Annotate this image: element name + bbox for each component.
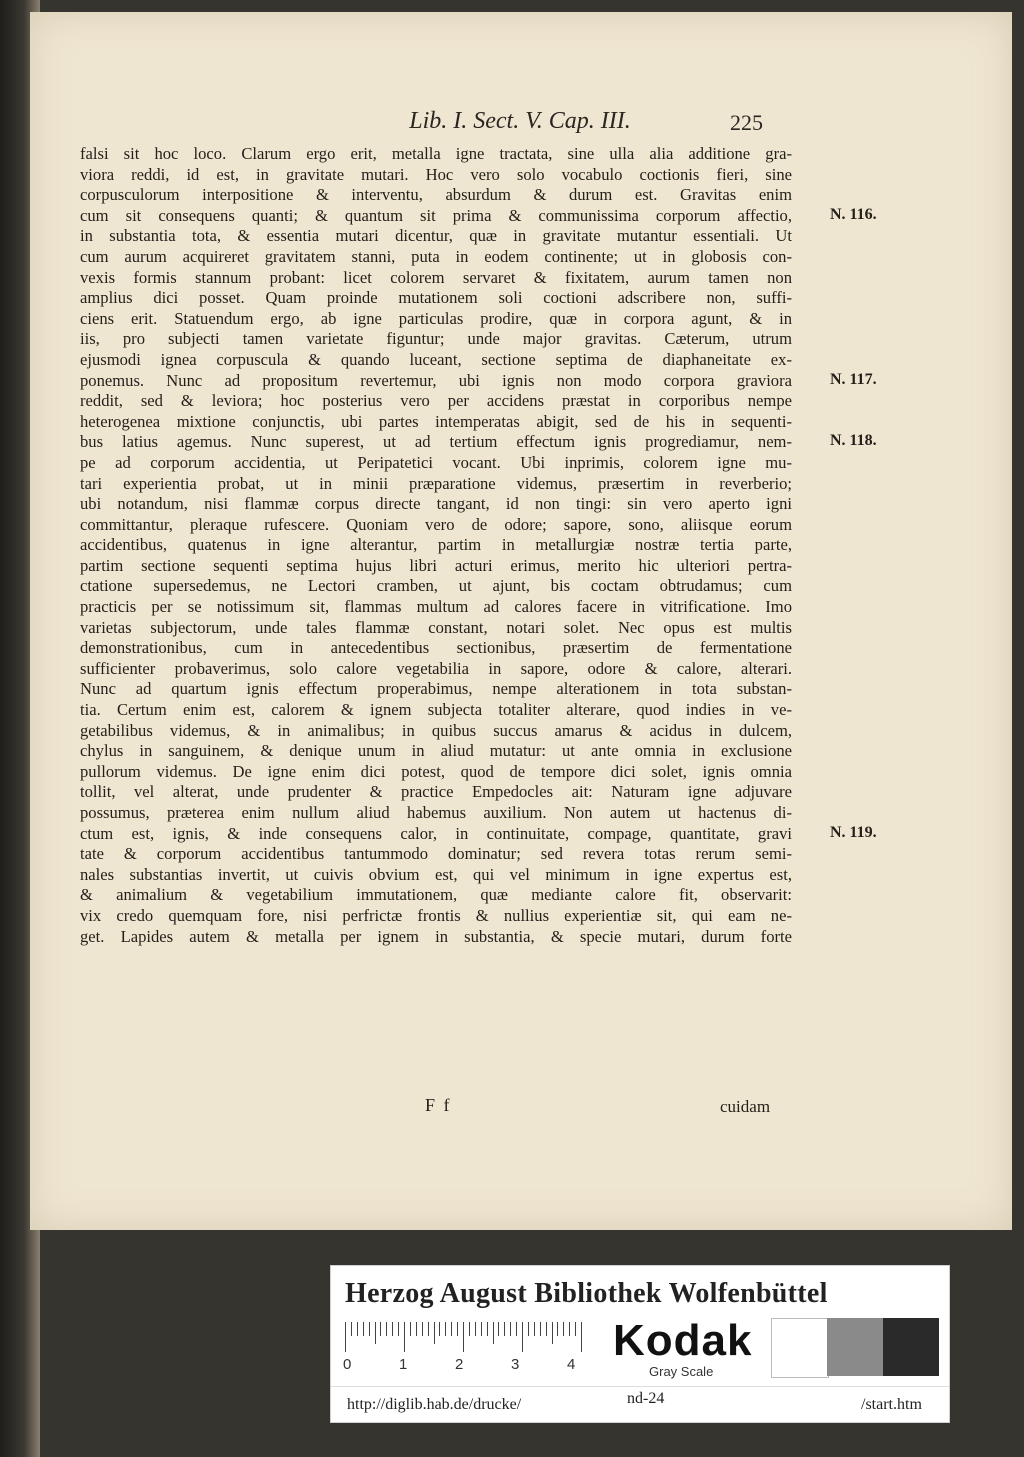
ruler xyxy=(345,1322,585,1352)
text-line: committantur, pleraque rufescere. Quoniam vero de odore; sapore, sono, aliisque eorum xyxy=(80,514,792,534)
text-line: corpusculorum interpositione & interventu, absurdum & durum est. Gravitas enim xyxy=(80,185,792,205)
ruler-tick xyxy=(552,1322,553,1344)
ruler-tick xyxy=(534,1322,535,1336)
ruler-tick xyxy=(563,1322,564,1336)
card-divider xyxy=(331,1386,949,1387)
ruler-tick xyxy=(369,1322,370,1336)
text-line: ctum est, ignis, & inde consequens calor, in continuitate, compage, quantitate, gravi xyxy=(80,823,792,843)
ruler-number: 0 xyxy=(343,1356,352,1373)
text-line: possumus, præterea enim nullum aliud habemus auxilium. Non autem ut hactenus di- xyxy=(80,803,792,822)
text-line: falsi sit hoc loco. Clarum ergo erit, metalla igne tractata, sine ulla alia additione gra- xyxy=(80,144,792,163)
kodak-logo: Kodak xyxy=(613,1316,753,1365)
text-line: pullorum videmus. De igne enim dici potest, quod de tempore dici solet, ignis omnia xyxy=(80,761,792,781)
text-line: sufficienter probaverimus, solo calore vegetabilia in sapore, odore & calore, alterari. xyxy=(80,658,792,678)
text-line: tia. Certum enim est, calorem & ignem subjecta totaliter alterare, quod indies in ve- xyxy=(80,700,792,720)
ruler-tick xyxy=(422,1322,423,1336)
text-line: vexis formis stannum probant: licet colorem servaret & fixitatem, aurum tamen non xyxy=(80,267,792,287)
ruler-tick xyxy=(569,1322,570,1336)
ruler-tick xyxy=(357,1322,358,1336)
ruler-tick xyxy=(451,1322,452,1336)
text-line: nales substantias invertit, ut cuivis obvium est, qui vel minimum in igne expertus est, xyxy=(80,864,792,884)
text-line: practicis per se notissimum sit, flammas multum ad calores facere in vitrificatione. Imo xyxy=(80,597,792,617)
text-line: vix credo quemquam fore, nisi perfrictæ frontis & nullius experientiæ sit, qui eam ne- xyxy=(80,905,792,925)
url-right: /start.htm xyxy=(861,1396,922,1413)
ruler-tick xyxy=(363,1322,364,1336)
gray-swatches xyxy=(771,1318,939,1376)
text-line: ejusmodi ignea corpuscula & quando luceant, sectione septima de diaphaneitate ex- xyxy=(80,349,792,369)
ruler-number: 2 xyxy=(455,1356,464,1373)
gray-scale-label: Gray Scale xyxy=(649,1364,714,1379)
ruler-tick xyxy=(475,1322,476,1336)
ruler-tick xyxy=(404,1322,405,1352)
catchword: cuidam xyxy=(720,1097,771,1116)
ruler-tick xyxy=(416,1322,417,1336)
running-title: Lib. I. Sect. V. Cap. III. xyxy=(409,108,631,134)
text-line: partim sectione sequenti septima hujus libri acturi erimus, merito hic ulteriori pertra- xyxy=(80,555,792,575)
ruler-tick xyxy=(516,1322,517,1336)
text-line: & animalium & vegetabilium immutationem, quæ mediante calore fit, observarit: xyxy=(80,885,792,905)
ruler-tick xyxy=(487,1322,488,1336)
ruler-tick xyxy=(557,1322,558,1336)
text-line: pe ad corporum accidentia, ut Peripatetici vocant. Ubi inprimis, colorem igne mu- xyxy=(80,452,792,472)
body-text xyxy=(80,144,877,947)
gray-swatch xyxy=(771,1318,829,1378)
text-line: demonstrationibus, cum in antecedentibus sectionibus, præsertim de fermentatione xyxy=(80,638,792,658)
page-number: 225 xyxy=(730,110,763,135)
text-line: in substantia tota, & essentia mutari dicentur, quæ in gravitate mutantur essentiali. Ut xyxy=(80,226,792,246)
ruler-tick xyxy=(522,1322,523,1352)
margin-note: N. 117. xyxy=(830,370,877,388)
shelfmark-code: nd-24 xyxy=(627,1390,665,1407)
ruler-tick xyxy=(445,1322,446,1336)
gray-swatch xyxy=(883,1318,939,1376)
text-line: ctatione supersedemus, ne Lectori cramben, ut ajunt, bis coctam obtrudamus; cum xyxy=(80,576,792,596)
text-line: heterogenea mixtione conjunctis, ubi partes intemperatas abigit, sed de his in sequenti- xyxy=(80,411,792,431)
text-line: get. Lapides autem & metalla per ignem in substantia, & specie mutari, durum forte xyxy=(80,926,792,946)
ruler-tick xyxy=(392,1322,393,1336)
text-line: ubi notandum, nisi flammæ corpus directe tangant, id non tingi: sin vero aperto igni xyxy=(80,494,792,514)
margin-note: N. 118. xyxy=(830,432,877,450)
url-left: http://diglib.hab.de/drucke/ xyxy=(347,1396,522,1413)
ruler-tick xyxy=(434,1322,435,1344)
margin-note: N. 119. xyxy=(830,823,877,841)
ruler-tick xyxy=(463,1322,464,1352)
text-line: tari experientia probat, ut in minii præparatione videmus, præsertim in reverberio; xyxy=(80,473,792,493)
ruler-tick xyxy=(493,1322,494,1344)
color-target-card xyxy=(330,1265,950,1423)
ruler-tick xyxy=(398,1322,399,1336)
text-line: ciens erit. Statuendum ergo, ab igne particulas prodire, quæ in corpora agunt, & in xyxy=(80,308,792,328)
book-page xyxy=(30,12,1012,1230)
ruler-tick xyxy=(345,1322,346,1352)
text-line: viora reddi, id est, in gravitate mutari. Hoc vero solo vocabulo coctionis fieri, sine xyxy=(80,164,792,184)
ruler-tick xyxy=(410,1322,411,1336)
ruler-tick xyxy=(528,1322,529,1336)
text-line: varietas subjectorum, unde tales flammæ constant, notari solet. Nec opus est multis xyxy=(80,617,792,637)
ruler-tick xyxy=(375,1322,376,1344)
ruler-tick xyxy=(439,1322,440,1336)
ruler-tick xyxy=(510,1322,511,1336)
ruler-tick xyxy=(428,1322,429,1336)
ruler-tick xyxy=(504,1322,505,1336)
ruler-tick xyxy=(469,1322,470,1336)
ruler-tick xyxy=(498,1322,499,1336)
ruler-tick xyxy=(575,1322,576,1336)
text-line: chylus in sanguinem, & denique unum in aliud mutatur: ut ante omnia in exclusione xyxy=(80,741,792,761)
ruler-tick xyxy=(540,1322,541,1336)
text-line: tate & corporum accidentibus tantummodo dominatur; sed revera totas rerum semi- xyxy=(80,844,792,864)
text-line: bus latius agemus. Nunc superest, ut ad tertium effectum ignis progrediamur, nem- xyxy=(80,432,792,452)
text-line: amplius dici posset. Quam proinde mutationem soli coctioni adscribere non, suffi- xyxy=(80,288,792,308)
text-line: ponemus. Nunc ad propositum revertemur, ubi ignis non modo corpora graviora xyxy=(80,370,792,390)
margin-note: N. 116. xyxy=(830,205,877,223)
ruler-number: 1 xyxy=(399,1356,408,1373)
ruler-number: 4 xyxy=(567,1356,576,1373)
ruler-number: 3 xyxy=(511,1356,520,1373)
running-head xyxy=(30,108,1012,144)
text-line: accidentibus, quatenus in igne alterantur, partim in metallurgiæ nostræ tertia parte, xyxy=(80,535,792,555)
text-line: tollit, vel alterat, unde prudenter & practice Empedocles ait: Naturam igne adjuvare xyxy=(80,782,792,802)
ruler-tick xyxy=(380,1322,381,1336)
gray-swatch xyxy=(827,1318,883,1376)
signature-mark: F f xyxy=(425,1095,452,1115)
library-name: Herzog August Bibliothek Wolfenbüttel xyxy=(345,1278,828,1309)
text-line: Nunc ad quartum ignis effectum properabimus, nempe alterationem in tota substan- xyxy=(80,679,792,699)
text-line: getabilibus videmus, & in animalibus; in quibus succus amarus & acidus in dulcem, xyxy=(80,720,792,740)
ruler-tick xyxy=(581,1322,582,1352)
ruler-tick xyxy=(457,1322,458,1336)
ruler-tick xyxy=(351,1322,352,1336)
ruler-tick xyxy=(386,1322,387,1336)
text-line: cum aurum acquireret gravitatem stanni, puta in eodem continente; ut in globosis con- xyxy=(80,246,792,266)
text-line: iis, pro subjecti tamen varietate figuntur; unde major gravitas. Cæterum, utrum xyxy=(80,329,792,349)
text-line: cum sit consequens quanti; & quantum sit prima & communissima corporum affectio, xyxy=(80,205,792,225)
ruler-tick xyxy=(481,1322,482,1336)
ruler-tick xyxy=(546,1322,547,1336)
text-line: reddit, sed & leviora; hoc posterius vero per accidens præstat in corporibus nempe xyxy=(80,391,792,411)
